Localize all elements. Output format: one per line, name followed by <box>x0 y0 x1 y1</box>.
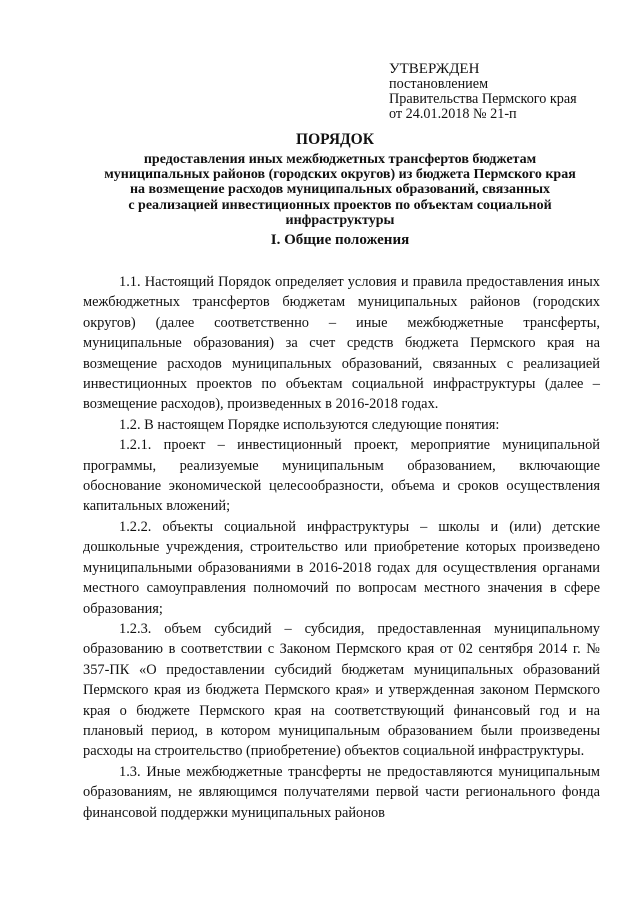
approval-line-date: от 24.01.2018 № 21-п <box>389 106 517 122</box>
subtitle-line: муниципальных районов (городских округов) из бюджета Пермского края <box>104 167 576 183</box>
paragraph-1-1: 1.1. Настоящий Порядок определяет условия и правила предоставления иных межбюджетных трансфертов бюджетам муниципальных районов (городских округов) (далее соответственно – иные межбюджетные трансферты, муниципальные образования) за счет средств бюджета Пермского края на возмещение расходов муниципальных образований, связанных с реализацией инвестиционных проектов по объектам социальной инфраструктуры (далее – возмещение расходов), произведенных в 2016-2018 годах. <box>83 274 600 413</box>
subtitle-line: с реализацией инвестиционных проектов по объектам социальной <box>128 197 552 213</box>
subtitle-line: на возмещение расходов муниципальных образований, связанных <box>129 182 551 198</box>
document-subtitle <box>95 152 585 228</box>
paragraph-1-2: 1.2. В настоящем Порядке используются следующие понятия: <box>119 416 500 433</box>
section-heading: I. Общие положения <box>270 232 410 248</box>
subtitle-line: инфраструктуры <box>285 212 395 228</box>
paragraph-1-2-2: 1.2.2. объекты социальной инфраструктуры – школы и (или) детские дошкольные учреждения, строительство или приобретение которых произведено муниципальными образованиями в 2016-2018 годах для осуществления органами местного самоуправления полномочий по вопросам местного значения в сфере образования; <box>83 518 600 617</box>
approval-line-decree: постановлением <box>389 76 489 92</box>
approval-stamp <box>389 62 629 122</box>
paragraph-1-2-3: 1.2.3. объем субсидий – субсидия, предоставленная муниципальному образованию в соответствии с Законом Пермского края от 02 сентября 2014 г. № 357-ПК «О предоставлении субсидий бюджетам муниципальных образований Пермского края из бюджета Пермского края» и утвержденная законом Пермского края о бюджете Пермского края на соответствующий финансовый год и на плановый период, в котором муниципальным образованием были произведены расходы на строительство (приобретение) объектов социальной инфраструктуры. <box>83 620 600 760</box>
subtitle-line: предоставления иных межбюджетных трансфертов бюджетам <box>143 152 537 167</box>
approval-line-government: Правительства Пермского края <box>389 91 577 107</box>
approval-title: УТВЕРЖДЕН <box>389 61 480 77</box>
document-title: ПОРЯДОК <box>296 131 374 148</box>
paragraph-1-2-1: 1.2.1. проект – инвестиционный проект, мероприятие муниципальной программы, реализуемые муниципальным образованием, включающие обоснование экономической целесообразности, объема и сроков осуществления капитальных вложений; <box>83 437 600 515</box>
document-body <box>83 272 600 823</box>
paragraph-1-3: 1.3. Иные межбюджетные трансферты не предоставляются муниципальным образованиям, не являющимся получателями первой части регионального фонда финансовой поддержки муниципальных районов <box>83 763 600 821</box>
